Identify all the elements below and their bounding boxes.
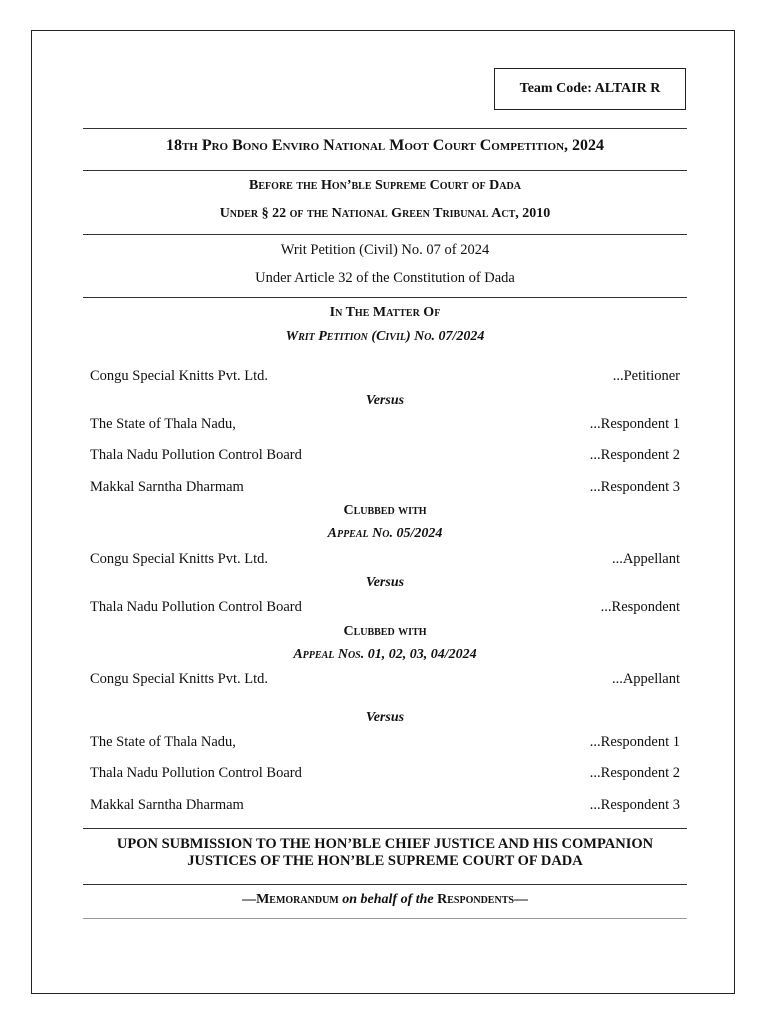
party-name: Congu Special Knitts Pvt. Ltd.: [90, 551, 269, 567]
party-name: Congu Special Knitts Pvt. Ltd.: [90, 368, 269, 384]
memorandum-title: [83, 892, 687, 908]
petitioner-row: [90, 368, 680, 385]
case-2-title: Appeal No. 05/2024: [327, 526, 443, 541]
court-line-1: Before the Hon’ble Supreme Court of Dada: [249, 178, 521, 193]
party-role: ...Respondent 3: [589, 479, 680, 495]
divider: [83, 297, 687, 298]
team-code-box: [494, 68, 686, 110]
party-role: ...Respondent: [600, 599, 680, 615]
party-name: The State of Thala Nadu,: [90, 416, 236, 432]
party-role: ...Appellant: [611, 671, 680, 687]
respondent-row: [90, 765, 680, 782]
versus-label: Versus: [365, 393, 405, 408]
party-name: Thala Nadu Pollution Control Board: [90, 599, 302, 615]
em-dash-left: —: [242, 892, 257, 907]
case-1-title: Writ Petition (Civil) No. 07/2024: [285, 329, 485, 344]
clubbed-with-label: Clubbed with: [343, 503, 427, 518]
party-role: ...Respondent 1: [589, 416, 680, 432]
team-code: Team Code: ALTAIR R: [519, 81, 661, 96]
on-behalf-text: on behalf of the: [338, 892, 438, 907]
versus-label: Versus: [365, 575, 405, 590]
respondent-row: [90, 734, 680, 751]
respondents-word: Respondents: [437, 892, 514, 907]
party-role: ...Petitioner: [612, 368, 680, 384]
clubbed-with-label: Clubbed with: [343, 624, 427, 639]
petition-article: Under Article 32 of the Constitution of Dada: [255, 270, 515, 286]
respondent-row: [90, 599, 680, 616]
matter-heading: In The Matter Of: [329, 305, 441, 320]
party-name: Thala Nadu Pollution Control Board: [90, 765, 302, 781]
party-role: ...Respondent 2: [589, 447, 680, 463]
divider: [83, 884, 687, 885]
submission-statement: UPON SUBMISSION TO THE HON’BLE CHIEF JUSTICE AND HIS COMPANION JUSTICES OF THE HON’BLE SUPREME COURT OF DADA: [116, 836, 654, 869]
party-name: Makkal Sarntha Dharmam: [90, 797, 244, 813]
party-name: Thala Nadu Pollution Control Board: [90, 447, 302, 463]
party-role: ...Appellant: [611, 551, 680, 567]
respondent-row: [90, 479, 680, 496]
party-role: ...Respondent 2: [589, 765, 680, 781]
court-line-2: Under § 22 of the National Green Tribunal Act, 2010: [219, 206, 551, 221]
em-dash-right: —: [513, 892, 528, 907]
respondent-row: [90, 416, 680, 433]
divider: [83, 234, 687, 235]
petition-number: Writ Petition (Civil) No. 07 of 2024: [280, 242, 490, 258]
party-name: The State of Thala Nadu,: [90, 734, 236, 750]
respondent-row: [90, 797, 680, 814]
party-name: Makkal Sarntha Dharmam: [90, 479, 244, 495]
party-role: ...Respondent 1: [589, 734, 680, 750]
divider: [83, 828, 687, 829]
divider: [83, 918, 687, 919]
appellant-row: [90, 551, 680, 568]
party-role: ...Respondent 3: [589, 797, 680, 813]
versus-label: Versus: [365, 710, 405, 725]
party-name: Congu Special Knitts Pvt. Ltd.: [90, 671, 269, 687]
appellant-row: [90, 671, 680, 688]
case-3-title: Appeal Nos. 01, 02, 03, 04/2024: [293, 647, 477, 662]
memorandum-word: Memorandum: [256, 892, 339, 907]
divider: [83, 170, 687, 171]
competition-title: 18th Pro Bono Enviro National Moot Court Competition, 2024: [165, 137, 605, 154]
respondent-row: [90, 447, 680, 464]
divider: [83, 128, 687, 129]
